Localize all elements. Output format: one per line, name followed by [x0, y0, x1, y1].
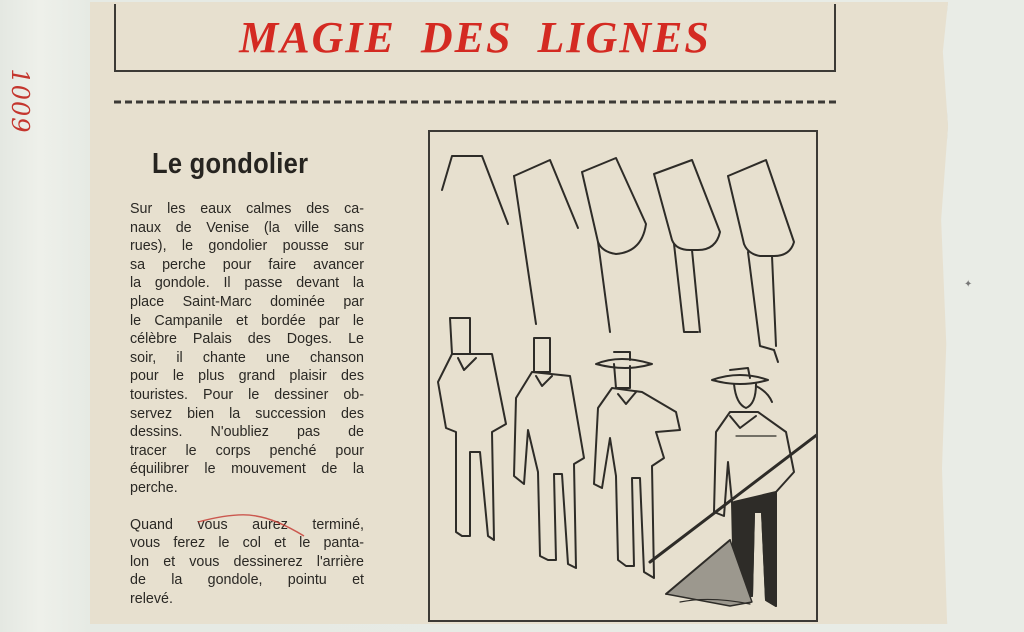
step-1-shape	[442, 156, 508, 224]
text-line: de la gondole, pointu et	[130, 572, 364, 589]
paragraph-1	[130, 200, 364, 498]
dotted-divider	[114, 96, 836, 108]
figure-2	[514, 338, 584, 568]
text-line: relevé.	[130, 590, 173, 607]
text-line: soir, il chante une chanson	[130, 349, 364, 366]
gondolier-illustration	[428, 130, 818, 622]
text-line: vous ferez le col et le panta-	[130, 535, 364, 552]
page-title: MAGIE DES LIGNES	[239, 12, 711, 62]
text-line: équilibrer le mouvement de la	[130, 461, 364, 478]
text-line: sa perche pour faire avancer	[130, 256, 364, 273]
drawing-steps	[430, 132, 816, 620]
figure-1	[438, 318, 506, 540]
text-line: le Campanile et bordée par le	[130, 312, 364, 329]
step-2-shape	[514, 160, 578, 324]
text-line: touristes. Pour le dessiner ob-	[130, 386, 364, 403]
text-line: la gondole. Il passe devant la	[130, 275, 364, 292]
text-line: servez bien la succession des	[130, 405, 364, 422]
step-3-shape	[582, 158, 646, 332]
text-line: Quand vous aurez terminé,	[130, 516, 364, 533]
figure-3	[594, 352, 680, 578]
step-4-shape	[654, 160, 720, 332]
handwritten-note: 1009	[6, 68, 34, 134]
text-line: place Saint-Marc dominée par	[130, 293, 364, 310]
article-body	[130, 200, 364, 608]
text-line: lon et vous dessinerez l'arrière	[130, 553, 364, 570]
step-5-shape	[728, 160, 794, 362]
text-line: rues), le gondolier pousse sur	[130, 238, 364, 255]
scan-mark: ✦	[964, 279, 973, 290]
text-line: perche.	[130, 479, 178, 496]
text-line: tracer le corps penché pour	[130, 442, 364, 459]
article-heading: Le gondolier	[152, 148, 309, 180]
text-line: pour le plus grand plaisir des	[130, 368, 364, 385]
text-line: Sur les eaux calmes des ca-	[130, 201, 364, 217]
title-box	[114, 4, 836, 72]
text-line: dessins. N'oubliez pas de	[130, 424, 364, 441]
text-line: naux de Venise (la ville sans	[130, 219, 364, 236]
red-pen-mark	[196, 510, 306, 540]
text-line: célèbre Palais des Doges. Le	[130, 331, 364, 348]
